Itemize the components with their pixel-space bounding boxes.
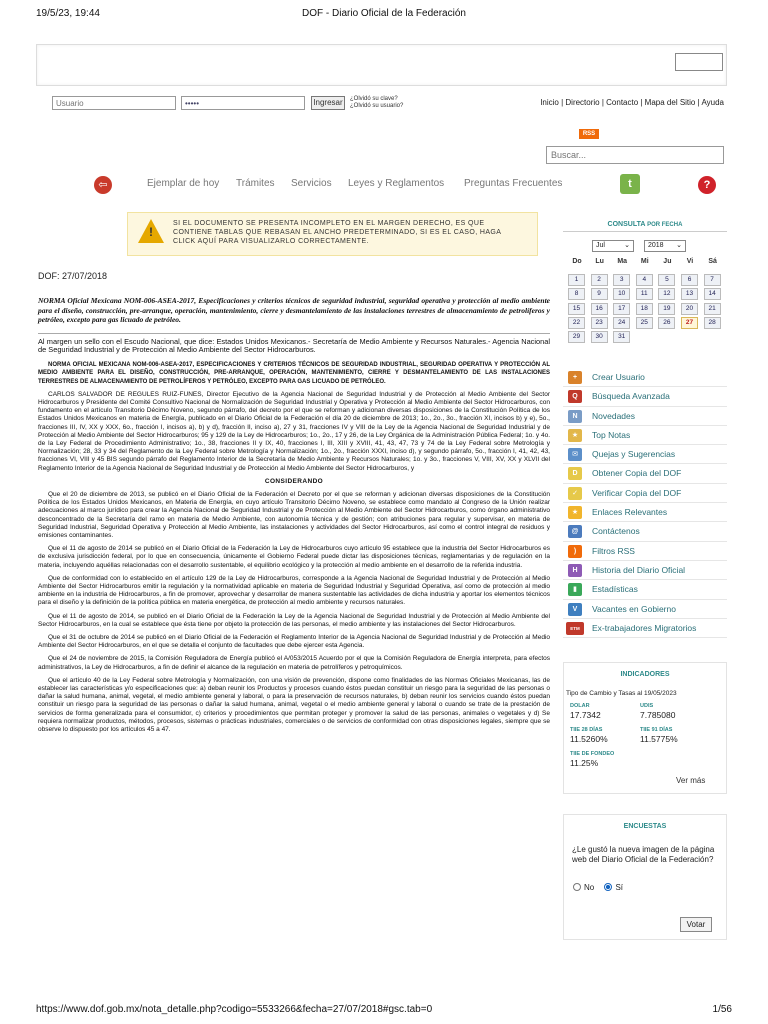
print-header <box>36 8 732 22</box>
nav-tramites[interactable]: Trámites <box>236 178 275 189</box>
survey-options <box>573 883 623 892</box>
print-page-title: DOF - Diario Oficial de la Federación <box>302 8 466 19</box>
contact-icon: @ <box>568 525 582 538</box>
print-datetime: 19/5/23, 19:44 <box>36 8 100 19</box>
calendar-day[interactable]: 7 <box>704 274 721 286</box>
calendar-day[interactable]: 27 <box>681 317 698 329</box>
calendar-weekday: Sá <box>708 258 717 265</box>
intro-paragraph: CARLOS SALVADOR DE REGULES RUIZ-FUNES, Director Ejecutivo de la Agencia Nacional de Seguridad Industrial y de Protección al Medio Ambiente del Sector Hidrocarburos y Presidente del Comité Consultivo Nacional de Normalización de Seguridad Industrial y Operativa y Protección al Medio Ambiente del Sector Hidrocarburos, con fundamento en el artículo Transitorio Décimo Noveno, segundo párrafo, del decreto por el que se reforman y adicionan diversas disposiciones de la Constitución Política de los Estados Unidos Mexicanos en materia de Energía, publicado en el Diario Oficial de la Federación el día 20 de diciembre de 2013; 1o., 2o., 3o., fracción XI, incisos b) y e), 5o., fracciones III, IV, XX y XXX, 6o., fracción I, incisos a), b) y d), fracción II, inciso a), 27 y 31, fracciones IV y VIII de la Ley de la Agencia Nacional de Seguridad Industrial y de Protección al Medio Ambiente del Sector Hidrocarburos; 95 y 129 de la Ley de Hidrocarburos; 1o., 2o., 17 y 26, de la Ley Orgánica de la Administración Pública Federal; 1o. y 4o. de la Ley Federal de Procedimiento Administrativo; 1o., 38, fracciones II y IX, 40, fracciones I, III, XIII y XVIII, 41, 43, 47, 73 y 74 de la Ley Federal sobre Metrología y Normalización; 28, 33 y 34 del Reglamento de la Ley Federal sobre Metrología y Normalización; 1o., 2o., fracción XXXI, inciso d), y segundo párrafo, 5o., fracción I, 41, 42, 43, fracciones VI, VIII y 45 BIS segundo párrafo del Reglamento Interior de la Secretaría de Medio Ambiente y Recursos Naturales; 1o. y 3o., fracciones V, VIII, XV, XX y XLVII del Reglamento Interior de la Agencia Nacional de Seguridad Industrial y de Protección al Medio Ambiente del Sector Hidrocarburos, y <box>38 390 550 472</box>
indicadores-panel <box>563 662 727 794</box>
tiie28-value: 11.5260% <box>570 734 608 744</box>
sidebar-item-label: Crear Usuario <box>592 372 645 382</box>
considerando-paragraph: Que de conformidad con lo establecido en el artículo 129 de la Ley de Hidrocarburos, corresponde a la Agencia Nacional de Seguridad Industrial y de Protección al Medio Ambiente del Sector Hidrocarburos emitir la regulación y la normatividad aplicable en materia de Seguridad Industrial y Seguridad Operativa, así como de protección al medio ambiente en la industria de Hidrocarburos, a fin de promover, aprovechar y desarrollar de manera sustentable las actividades de dicha industria y aportar los elementos técnicos para el diseño y la definición de la política pública en materia energética, de protección al medio ambiente y recursos naturales. <box>38 574 550 607</box>
option-no-label: No <box>584 883 595 892</box>
document-copy-icon: D <box>568 467 582 480</box>
warning-message: SI EL DOCUMENTO SE PRESENTA INCOMPLETO EN EL MARGEN DERECHO, ES QUE CONTIENE TABLAS QUE REBASAN EL ANCHO PREDETERMINADO, SI ES EL CASO, HAGA CLICK AQUÍ PARA VISUALIZARLO CORRECTAMENTE. <box>173 220 501 245</box>
calendar-weekday: Vi <box>686 258 694 265</box>
banner-widget[interactable] <box>675 53 723 71</box>
complaints-icon: ✉ <box>568 448 582 461</box>
month-select-value: Jul <box>596 242 605 249</box>
considerando-paragraph: Que el 11 de agosto de 2014, se publicó en el Diario Oficial de la Federación la Ley de la Agencia Nacional de Seguridad Industrial y de Protección al Medio Ambiente del Sector Hidrocarburos, en la cual se establece que ésta tiene por objeto la protección de las personas, el medio ambiente y las instalaciones del Sector Hidrocarburos. <box>38 612 550 628</box>
tiie28-label: TIIE 28 DÍAS <box>570 727 603 733</box>
sidebar-item-verify-copy[interactable] <box>563 484 727 503</box>
nav-leyes-reglamentos[interactable]: Leyes y Reglamentos <box>348 178 445 189</box>
calendar-day[interactable]: 13 <box>681 288 698 300</box>
calendar-day[interactable]: 19 <box>658 303 675 315</box>
calendar-day[interactable]: 29 <box>568 331 585 343</box>
udis-label: UDIS <box>640 703 654 709</box>
main-nav <box>36 174 726 196</box>
encuestas-title: ENCUESTAS <box>623 823 667 830</box>
udis-value: 7.785080 <box>640 710 676 720</box>
twitter-icon[interactable]: t <box>620 174 640 194</box>
calendar-day[interactable]: 17 <box>613 303 630 315</box>
calendar-day[interactable]: 22 <box>568 317 585 329</box>
sidebar-item-label: Obtener Copia del DOF <box>592 468 682 479</box>
calendar-day[interactable]: 11 <box>636 288 653 300</box>
calendar-weekday: Mi <box>640 258 649 265</box>
sidebar-item-label: Ex-trabajadores Migratorios <box>592 622 697 633</box>
login-button[interactable]: Ingresar <box>311 96 345 110</box>
calendar-day[interactable]: 4 <box>636 274 653 286</box>
calendar-day[interactable]: 30 <box>591 331 608 343</box>
sidebar-item-label: Contáctenos <box>592 526 640 537</box>
calendar-day[interactable]: 9 <box>591 288 608 300</box>
year-select[interactable] <box>644 240 686 252</box>
nav-ejemplar-de-hoy[interactable]: Ejemplar de hoy <box>147 178 220 189</box>
forgot-user-link[interactable]: ¿Olvidó su usuario? <box>350 103 404 109</box>
sidebar-item-rss[interactable] <box>563 542 727 561</box>
calendar-day[interactable]: 1 <box>568 274 585 286</box>
dof-date: DOF: 27/07/2018 <box>38 271 108 281</box>
calendar-subtitle: POR FECHA <box>647 222 683 228</box>
month-select[interactable] <box>592 240 634 252</box>
rss-icon: ) <box>568 545 582 558</box>
sidebar-item-complaints[interactable] <box>563 445 727 464</box>
warning-exclamation-icon: ! <box>149 225 153 239</box>
calendar-day[interactable]: 6 <box>681 274 698 286</box>
statistics-icon: ▮ <box>568 583 582 596</box>
indicadores-title: INDICADORES <box>620 671 670 678</box>
calendar-day[interactable]: 3 <box>613 274 630 286</box>
sidebar-item-label: Búsqueda Avanzada <box>592 391 670 402</box>
calendar-day[interactable]: 14 <box>704 288 721 300</box>
calendar-day[interactable]: 12 <box>658 288 675 300</box>
calendar-day[interactable]: 15 <box>568 303 585 315</box>
document-body <box>38 296 550 739</box>
chevron-down-icon: ⌄ <box>624 242 630 249</box>
calendar-weekday: Do <box>572 258 582 265</box>
calendar-day[interactable]: 20 <box>681 303 698 315</box>
considerando-paragraph: Que el 11 de agosto de 2014 se publicó en el Diario Oficial de la Federación la Ley de Hidrocarburos cuyo artículo 95 establece que la industria del Sector Hidrocarburos es de exclusiva jurisdicción federal, por lo que en consecuencia, únicamente el Gobierno Federal puede dictar las disposiciones técnicas, reglamentarias y de regulación en la materia, incluyendo aquéllas relacionadas con el desarrollo sustentable, el equilibrio ecológico y la protección al medio ambiente en el desarrollo de la referida industria. <box>38 545 550 569</box>
sidebar-item-label: Top Notas <box>592 429 631 440</box>
tiie91-label: TIIE 91 DÍAS <box>640 727 673 733</box>
banner-frame <box>36 44 727 86</box>
calendar-day[interactable]: 23 <box>591 317 608 329</box>
encuestas-panel <box>563 814 727 940</box>
rss-icon[interactable]: RSS <box>579 129 599 139</box>
sidebar-item-history-book[interactable] <box>563 561 727 580</box>
considerando-paragraph: Que el artículo 40 de la Ley Federal sobre Metrología y Normalización, con una visión de prevención, dispone como finalidades de las Normas Oficiales Mexicanas, las de establecer las características y/o especificaciones que: a) deban reunir los Productos y procesos cuando éstos puedan constituir un riesgo para la seguridad de las personas o dañar la salud humana, animal, vegetal, el medio ambiente general y laboral, o para la preservación de recursos naturales, b) deban reunir los servicios cuando éstos puedan constituir un riesgo para la seguridad de las personas o dañar la salud humana, animal, vegetal o el medio ambiente general y laboral o cuando se trate de la prestación de servicios de forma generalizada para el consumidor, c) criterios y procedimientos que permitan proteger y promover la salud de las personas, animales o vegetales y d) Se requiera normalizar productos, métodos, procesos, sistemas o prácticas industriales, comerciales o de servicios de conformidad con otras disposiciones legales, siempre que se observe lo dispuesto por los artículos 45 a 47. <box>38 676 550 734</box>
calendar-day[interactable]: 21 <box>704 303 721 315</box>
print-footer <box>36 1004 732 1018</box>
calendar-day[interactable]: 18 <box>636 303 653 315</box>
calendar-day[interactable]: 31 <box>613 331 630 343</box>
username-input[interactable] <box>52 96 176 110</box>
nav-preguntas-frecuentes[interactable]: Preguntas Frecuentes <box>464 178 563 189</box>
advanced-search-icon: Q <box>568 390 582 403</box>
norma-caps-title: NORMA OFICIAL MEXICANA NOM-006-ASEA-2017, ESPECIFICACIONES Y CRITERIOS TÉCNICOS DE SEGURIDAD INDUSTRIAL, SEGURIDAD OPERATIVA Y PROTECCIÓN AL MEDIO AMBIENTE PARA EL DISEÑO, CONSTRUCCIÓN, PRE-ARRANQUE, OPERACIÓN, MANTENIMIENTO, CIERRE Y DESMANTELAMIENTO DE LAS INSTALACIONES TERRESTRES DE ALMACENAMIENTO DE PETROLÍFEROS Y PETRÓLEO, EXCEPTO PARA GAS LICUADO DE PETRÓLEO. <box>38 362 550 385</box>
sidebar-item-label: Novedades <box>592 410 636 421</box>
calendar-header <box>563 218 727 232</box>
option-si-label: Sí <box>615 883 624 892</box>
ver-mas-link[interactable]: Ver más <box>676 776 706 785</box>
calendar-day[interactable]: 26 <box>658 317 675 329</box>
calendar-weekday: Ma <box>617 258 628 265</box>
calendar-day[interactable]: 10 <box>613 288 630 300</box>
history-book-icon: H <box>568 564 582 577</box>
calendar-weekday: Lu <box>595 258 604 265</box>
vote-button[interactable]: Votar <box>680 917 712 932</box>
tiie91-value: 11.5775% <box>640 734 678 744</box>
tiie-fondeo-label: TIIE DE FONDEO <box>570 751 615 757</box>
calendar-day[interactable]: 28 <box>704 317 721 329</box>
verify-copy-icon: ✓ <box>568 487 582 500</box>
calendar-title: CONSULTA <box>607 221 646 228</box>
incomplete-document-warning[interactable] <box>127 212 538 256</box>
sidebar-item-contact[interactable] <box>563 522 727 541</box>
calendar-day[interactable]: 24 <box>613 317 630 329</box>
sidebar-item-top-notes[interactable] <box>563 426 727 445</box>
considerando-paragraph: Que el 24 de noviembre de 2015, la Comisión Reguladora de Energía publicó el A/053/2015 Acuerdo por el que la Comisión Reguladora de Energía interpreta, para efectos administrativos, la Ley de Hidrocarburos, a fin de definir el alcance de la regulación en materia de petrolíferos y petroquímicos. <box>38 655 550 671</box>
sidebar-item-etm[interactable] <box>563 619 727 638</box>
sidebar-menu <box>563 368 727 638</box>
year-select-value: 2018 <box>648 242 664 249</box>
radio-si[interactable] <box>604 883 612 891</box>
user-add-icon: + <box>568 371 582 384</box>
calendar-day[interactable]: 5 <box>658 274 675 286</box>
sidebar-item-label: Vacantes en Gobierno <box>592 603 676 614</box>
calendar-day[interactable]: 8 <box>568 288 585 300</box>
dolar-label: DOLAR <box>570 703 590 709</box>
sidebar-item-jobs[interactable] <box>563 600 727 619</box>
etm-icon: ETM <box>566 622 584 635</box>
considerando-heading: CONSIDERANDO <box>264 477 324 485</box>
print-page-count: 1/56 <box>712 1004 732 1015</box>
links-star-icon: ★ <box>568 506 582 519</box>
news-icon: N <box>568 410 582 423</box>
sidebar-item-advanced-search[interactable] <box>563 387 727 406</box>
back-arrow-icon[interactable]: ⇦ <box>94 176 112 194</box>
top-links[interactable]: Inicio | Directorio | Contacto | Mapa del Sitio | Ayuda <box>540 98 724 107</box>
sidebar-item-label: Quejas y Sugerencias <box>592 449 676 460</box>
calendar-weekday: Ju <box>663 258 672 265</box>
sidebar-item-label: Estadísticas <box>592 584 638 595</box>
survey-question: ¿Le gustó la nueva imagen de la página web del Diario Oficial de la Federación? <box>572 845 715 864</box>
chevron-down-icon: ⌄ <box>676 242 682 249</box>
norma-title: NORMA Oficial Mexicana NOM-006-ASEA-2017, Especificaciones y criterios técnicos de seguridad industrial, seguridad operativa y protección al medio ambiente para el diseño, construcción, pre-arranque, operación, mantenimiento, cierre y desmantelamiento de las instalaciones terrestres de almacenamiento de petrolíferos y petróleo, excepto para gas licuado de petróleo. <box>38 296 550 324</box>
sidebar-item-label: Filtros RSS <box>592 545 635 556</box>
title-divider <box>38 333 550 334</box>
nav-servicios[interactable]: Servicios <box>291 178 332 189</box>
sidebar-item-statistics[interactable] <box>563 580 727 599</box>
search-input[interactable] <box>546 146 724 164</box>
sidebar-item-label: Historia del Diario Oficial <box>592 564 686 575</box>
jobs-icon: V <box>568 603 582 616</box>
sello-paragraph: Al margen un sello con el Escudo Nacional, que dice: Estados Unidos Mexicanos.- Secretaría de Medio Ambiente y Recursos Naturales.- Agencia Nacional de Seguridad Industrial y de Protección al Medio Ambiente del Sector Hidrocarburos. <box>38 336 550 355</box>
forgot-password-link[interactable]: ¿Olvidó su clave? <box>350 96 398 102</box>
help-icon[interactable]: ? <box>698 176 716 194</box>
radio-no[interactable] <box>573 883 581 891</box>
sidebar-item-label: Verificar Copia del DOF <box>592 487 682 498</box>
sidebar-item-document-copy[interactable] <box>563 464 727 483</box>
considerando-paragraph: Que el 20 de diciembre de 2013, se publicó en el Diario Oficial de la Federación el Decreto por el que se reforman y adicionan diversas disposiciones de la Constitución Política de los Estados Unidos Mexicanos, en Materia de Energía, en cuyo artículo Transitorio Décimo Noveno, se establece como mandato al Congreso de la Unión realizar adecuaciones al marco jurídico para crear la Agencia Nacional de Seguridad Industrial y de Protección al Medio Ambiente del Sector Hidrocarburos, como órgano administrativo desconcentrado de la Secretaría del ramo en materia de Medio Ambiente, con autonomía técnica y de gestión; con atribuciones para regular y supervisar, en materia de Seguridad Industrial, Seguridad Operativa y Protección al Medio Ambiente, las instalaciones y actividades del Sector Hidrocarburos, así como el control integral de residuos y emisiones contaminantes. <box>38 490 550 539</box>
considerando-paragraph: Que el 31 de octubre de 2014 se publicó en el Diario Oficial de la Federación el Reglamento Interior de la Agencia Nacional de Seguridad Industrial y de Protección al Medio Ambiente del Sector Hidrocarburos, en el que se detalla el conjunto de facultades que debe ejercer esta Agencia. <box>38 633 550 650</box>
indicadores-subtitle: Tipo de Cambio y Tasas al 19/05/2023 <box>566 690 677 697</box>
sidebar-item-news[interactable] <box>563 407 727 426</box>
sidebar-item-user-add[interactable] <box>563 368 727 387</box>
calendar-day[interactable]: 16 <box>591 303 608 315</box>
sidebar-item-links-star[interactable] <box>563 503 727 522</box>
calendar-day[interactable]: 2 <box>591 274 608 286</box>
dolar-value: 17.7342 <box>570 710 601 720</box>
calendar-day[interactable]: 25 <box>636 317 653 329</box>
top-notes-icon: ★ <box>568 429 582 442</box>
sidebar-item-label: Enlaces Relevantes <box>592 507 668 518</box>
print-url: https://www.dof.gob.mx/nota_detalle.php?codigo=5533266&fecha=27/07/2018#gsc.tab=0 <box>36 1004 433 1015</box>
forgot-links <box>350 96 440 110</box>
password-input[interactable] <box>181 96 305 110</box>
tiie-fondeo-value: 11.25% <box>570 758 599 768</box>
